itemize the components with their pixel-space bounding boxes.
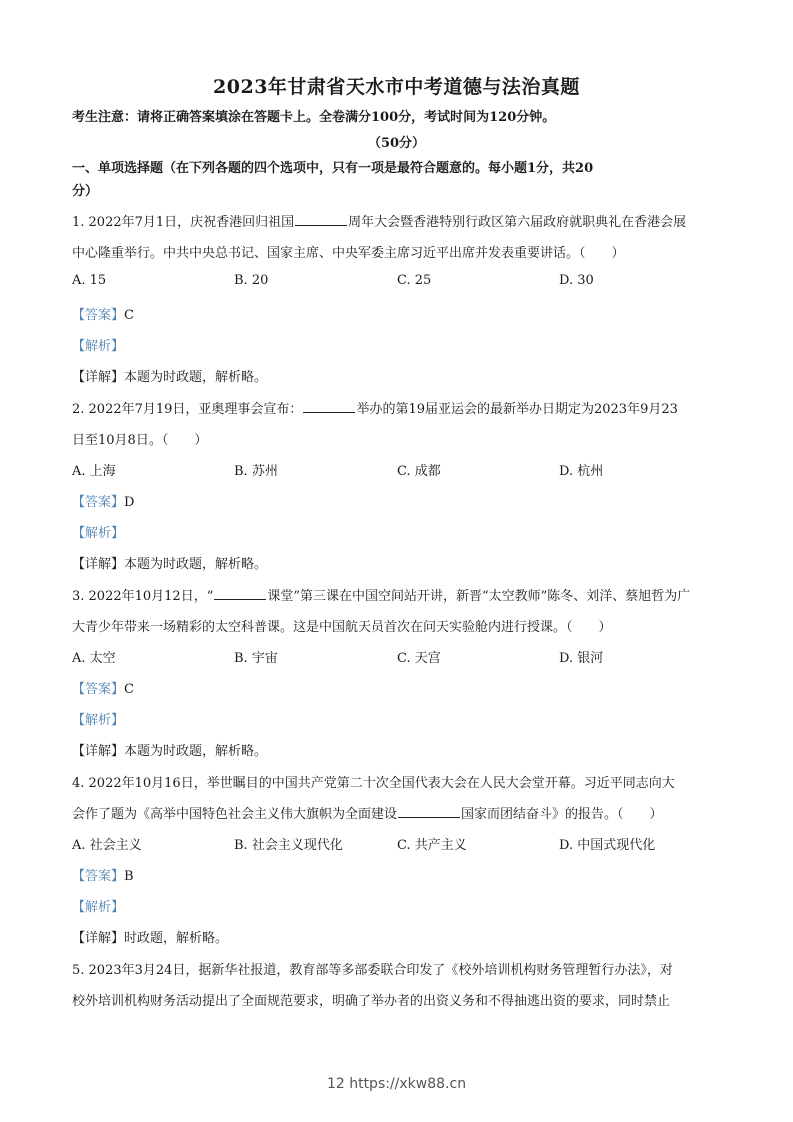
option-a: A. 15 [72,273,107,288]
question-1-detail [72,366,722,385]
answer-label: 【答案】 [72,682,125,697]
detail-label: 【详解】 [72,370,125,385]
question-text: 课堂”第三课在中国空间站开讲，新晋“太空教师”陈冬、刘洋、蔡旭哲为广 [267,589,691,604]
analysis-label: 【解析】 [72,526,125,541]
question-text: 会作了题为《高举中国特色社会主义伟大旗帜为全面建设 [72,807,398,822]
answer-value: C [124,308,134,323]
option-d: D. 中国式现代化 [559,838,656,853]
answer-label: 【答案】 [72,869,125,884]
question-2-answer [72,491,722,510]
analysis-label: 【解析】 [72,713,125,728]
option-a: A. 太空 [72,651,116,666]
question-1-line1 [72,211,722,230]
detail-label: 【详解】 [72,931,125,946]
answer-value: D [124,495,135,510]
fill-blank [295,213,347,226]
option-a: A. 上海 [72,464,116,479]
option-d: D. 杭州 [559,464,604,479]
detail-label: 【详解】 [72,744,125,759]
question-2-detail [72,553,722,572]
score-note: （50分） [367,136,426,151]
question-3-detail [72,740,722,759]
option-b: B. 苏州 [234,464,278,479]
question-3-line1 [72,585,722,604]
page-footer: 12 https://xkw88.cn [326,1076,467,1092]
option-d: D. 30 [559,273,594,288]
detail-label: 【详解】 [72,557,125,572]
option-c: C. 成都 [397,464,441,479]
question-1-analysis [72,335,722,354]
question-5-line1: 5. 2023年3月24日，据新华社报道，教育部等多部委联合印发了《校外培训机构财务管理暂行办法》，对 [72,963,673,978]
question-3-analysis [72,709,722,728]
fill-blank [214,587,266,600]
exam-notice: 考生注意：请将正确答案填涂在答题卡上。全卷满分100分，考试时间为120分钟。 [72,110,556,125]
question-text: 周年大会暨香港特别行政区第六届政府就职典礼在香港会展 [348,215,687,230]
question-4-line2 [72,803,722,822]
option-d: D. 银河 [559,651,604,666]
option-b: B. 宇宙 [234,651,278,666]
question-1-line2: 中心隆重举行。中共中央总书记、国家主席、中央军委主席习近平出席并发表重要讲话。（ ） [72,246,625,261]
option-c: C. 天宫 [397,651,441,666]
question-text: 3. 2022年10月12日，“ [72,589,214,604]
section-heading-line2: 分） [72,184,99,199]
fill-blank [398,805,460,818]
answer-label: 【答案】 [72,308,125,323]
option-a: A. 社会主义 [72,838,142,853]
question-5-line2: 校外培训机构财务活动提出了全面规范要求，明确了举办者的出资义务和不得抽逃出资的要求，同时禁止 [72,994,671,1009]
question-3-line2: 大青少年带来一场精彩的太空科普课。这是中国航天员首次在问天实验舱内进行授课。（ ） [72,620,612,635]
question-2-line2: 日至10月8日。（ ） [72,433,208,448]
answer-value: B [124,869,134,884]
question-4-answer [72,865,722,884]
detail-text: 本题为时政题，解析略。 [124,370,268,385]
question-text: 1. 2022年7月1日，庆祝香港回归祖国 [72,215,295,230]
detail-text: 时政题，解析略。 [124,931,229,946]
question-text: 2. 2022年7月19日，亚奥理事会宣布： [72,402,303,417]
page-title: 2023年甘肃省天水市中考道德与法治真题 [213,76,580,98]
analysis-label: 【解析】 [72,339,125,354]
detail-text: 本题为时政题，解析略。 [124,557,268,572]
section-heading-line1: 一、单项选择题（在下列各题的四个选项中，只有一项是最符合题意的。每小题1分，共20 [72,161,594,176]
question-2-line1 [72,398,722,417]
question-text: 国家而团结奋斗》的报告。（ ） [461,807,663,822]
question-1-answer [72,304,722,323]
option-c: C. 25 [397,273,432,288]
question-4-analysis [72,896,722,915]
detail-text: 本题为时政题，解析略。 [124,744,268,759]
question-3-answer [72,678,722,697]
question-4-line1: 4. 2022年10月16日，举世瞩目的中国共产党第二十次全国代表大会在人民大会堂开幕。习近平同志向大 [72,776,675,791]
question-2-analysis [72,522,722,541]
question-text: 举办的第19届亚运会的最新举办日期定为2023年9月23 [356,402,678,417]
question-4-detail [72,927,722,946]
option-b: B. 社会主义现代化 [234,838,343,853]
option-c: C. 共产主义 [397,838,467,853]
option-b: B. 20 [234,273,269,288]
answer-value: C [124,682,134,697]
fill-blank [303,400,355,413]
answer-label: 【答案】 [72,495,125,510]
analysis-label: 【解析】 [72,900,125,915]
